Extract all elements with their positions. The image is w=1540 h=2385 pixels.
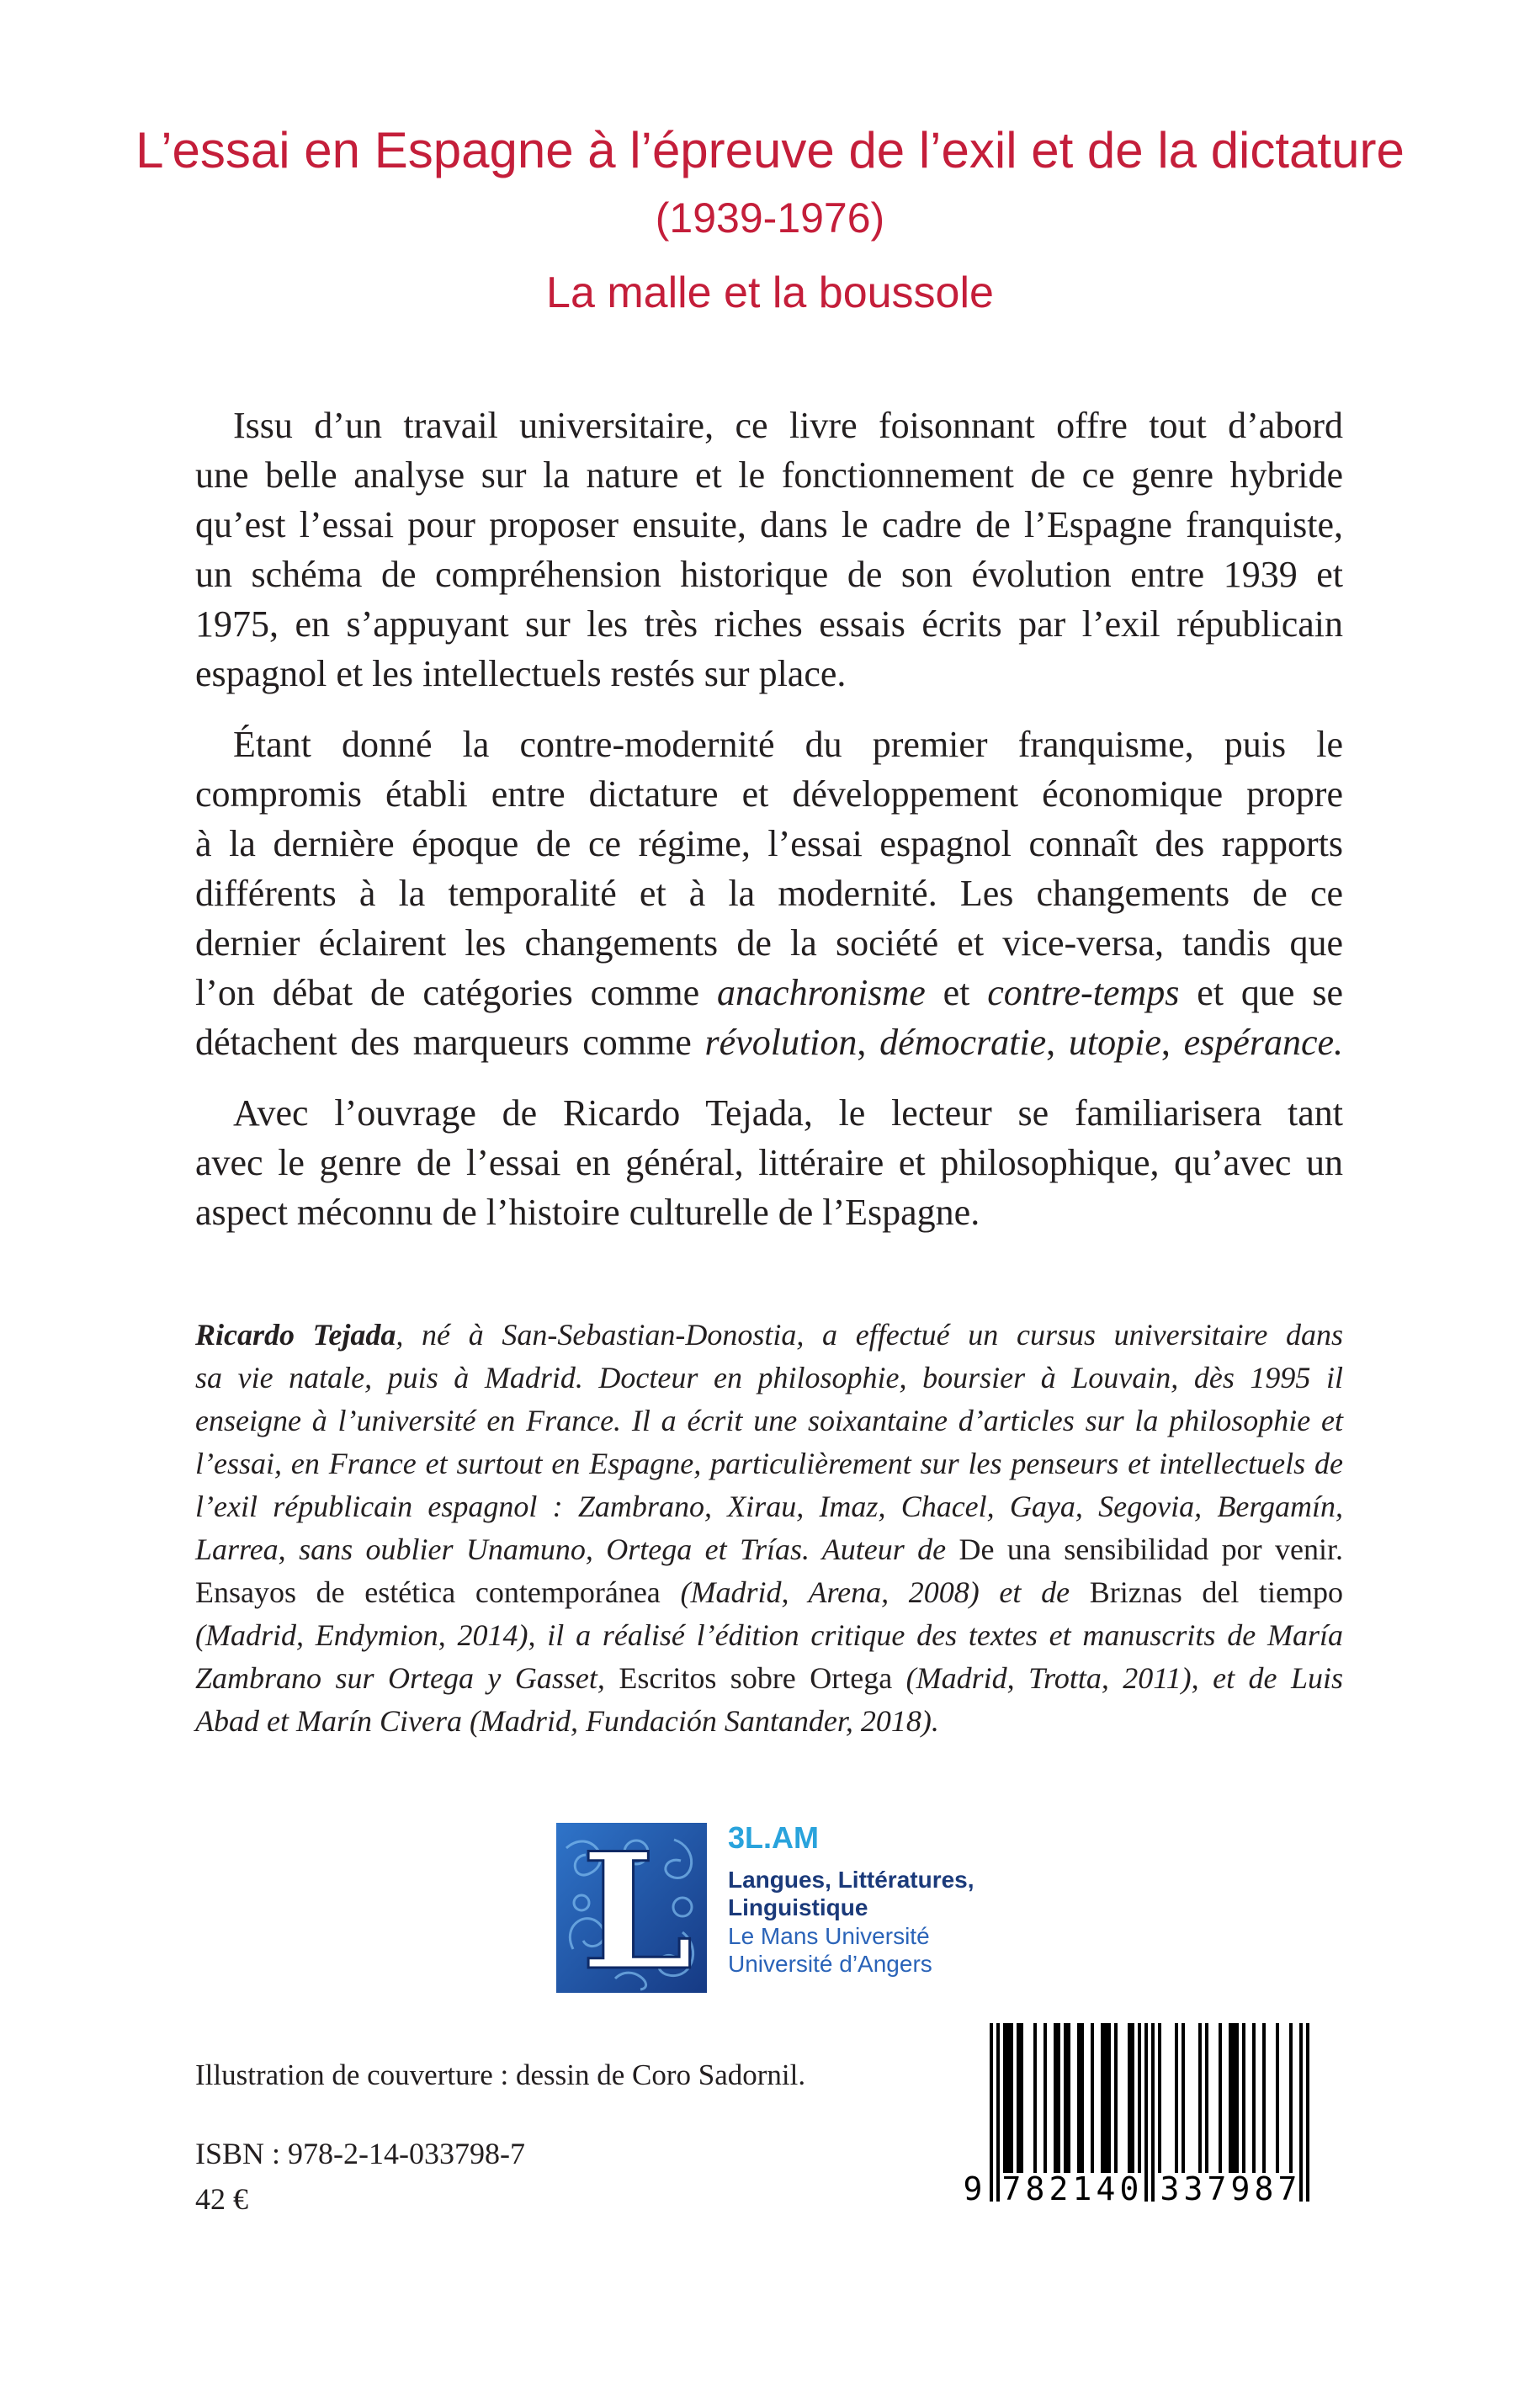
summary-line — [195, 868, 1343, 918]
summary-line — [195, 599, 1343, 649]
bio-line — [195, 1614, 1343, 1657]
barcode-guard-bar — [1299, 2023, 1303, 2202]
logo-emblem — [556, 1823, 707, 1993]
barcode-bar — [1077, 2023, 1084, 2173]
italic-run: (Madrid, Trotta, 2011), et de Luis — [892, 1661, 1344, 1695]
logo-letter: L — [581, 1823, 693, 1993]
summary-line — [195, 968, 1343, 1017]
price: 42 € — [195, 2182, 248, 2216]
barcode-bar — [1138, 2023, 1141, 2173]
roman-run: dernier éclairent les changements de la société et vice-versa, tandis que — [195, 922, 1343, 964]
bio-line — [195, 1485, 1343, 1528]
summary-paragraph-2 — [195, 720, 1343, 1067]
summary-line — [195, 1088, 1343, 1138]
barcode-bar — [1205, 2023, 1208, 2173]
summary-line — [195, 649, 1343, 699]
cover-illustration-credit: Illustration de couverture : dessin de Coro Sadornil. — [195, 2058, 806, 2091]
barcode-bar — [1017, 2023, 1023, 2173]
summary-line — [195, 1017, 1343, 1067]
barcode-digit: 9 — [1230, 2170, 1251, 2207]
italic-run: Larrea, sans oublier Unamuno, Ortega et Trías. Auteur de — [195, 1532, 959, 1566]
bio-line — [195, 1571, 1343, 1614]
roman-run: espagnol et les intellectuels restés sur place. — [195, 653, 847, 694]
summary-line — [195, 450, 1343, 500]
barcode-bar — [1289, 2023, 1293, 2173]
roman-run: un schéma de compréhension historique de son évolution entre 1939 et — [195, 554, 1343, 595]
barcode-digit: 8 — [1254, 2170, 1274, 2207]
barcode-guard-bar — [990, 2023, 993, 2202]
roman-run: et — [925, 972, 988, 1013]
barcode-digit: 4 — [1096, 2170, 1116, 2207]
barcode-guard-bar — [1151, 2023, 1155, 2202]
summary-line — [195, 819, 1343, 868]
barcode-bar — [1262, 2023, 1266, 2173]
roman-run: Issu d’un travail universitaire, ce livre foisonnant offre tout d’abord — [233, 405, 1343, 446]
barcode-guard-bar — [996, 2023, 1000, 2202]
roman-run: l’on débat de catégories comme — [195, 972, 718, 1013]
barcode-bar — [1033, 2023, 1037, 2173]
barcode-bar — [1064, 2023, 1070, 2173]
barcode-digit: 0 — [1119, 2170, 1139, 2207]
roman-run: détachent des marqueurs comme — [195, 1022, 705, 1063]
summary-line — [195, 401, 1343, 450]
barcode-digit: 7 — [1207, 2170, 1227, 2207]
italic-run: anachronisme — [717, 972, 926, 1013]
italic-run: révolution — [704, 1022, 858, 1063]
italic-run: , né à San-Sebastian-Donostia, a effectué un cursus universitaire dans — [396, 1318, 1343, 1352]
bio-line — [195, 1314, 1343, 1357]
barcode-digit: 7 — [1277, 2170, 1298, 2207]
roman-run: et que se — [1179, 972, 1343, 1013]
publisher-name-line-2: Linguistique — [728, 1894, 868, 1920]
barcode-bar — [1128, 2023, 1134, 2173]
roman-run: Briznas del tiempo — [1089, 1575, 1344, 1609]
barcode-bar — [1276, 2023, 1279, 2173]
bio-line — [195, 1700, 1343, 1743]
barcode-digit: 8 — [1025, 2170, 1045, 2207]
bio-line — [195, 1442, 1343, 1485]
bold-italic-run: Ricardo Tejada — [195, 1318, 396, 1352]
barcode-digit: 2 — [1049, 2170, 1069, 2207]
barcode-bar — [1054, 2023, 1060, 2173]
barcode-bar — [1242, 2023, 1245, 2173]
roman-run: De una sensibilidad por venir. — [959, 1532, 1343, 1566]
barcode-bar — [1219, 2023, 1222, 2173]
italic-run: Zambrano sur Ortega y Gasset, — [195, 1661, 619, 1695]
publisher-acronym: 3L.AM — [728, 1820, 819, 1855]
roman-run: compromis établi entre dictature et développement économique propre — [195, 773, 1343, 815]
barcode-digit: 1 — [1072, 2170, 1092, 2207]
barcode-bar — [1182, 2023, 1185, 2173]
barcode-digit: 3 — [1160, 2170, 1180, 2207]
barcode-bar — [1198, 2023, 1202, 2173]
roman-run: à la dernière époque de ce régime, l’essai espagnol connaît des rapports — [195, 823, 1343, 864]
roman-run: avec le genre de l’essai en général, littéraire et philosophique, qu’avec un — [195, 1142, 1343, 1183]
summary-paragraph-1 — [195, 401, 1343, 699]
italic-run: (Madrid, Endymion, 2014), il a réalisé l’édition critique des textes et manuscrits de María — [195, 1618, 1343, 1652]
barcode-bar — [1158, 2023, 1161, 2173]
bio-line — [195, 1400, 1343, 1442]
italic-run: Abad et Marín Civera (Madrid, Fundación Santander, 2018). — [195, 1704, 939, 1738]
italic-run: (Madrid, Arena, 2008) et de — [660, 1575, 1090, 1609]
author-bio — [195, 1314, 1343, 1743]
italic-run: démocratie — [879, 1022, 1047, 1063]
barcode-digit: 7 — [1001, 2170, 1022, 2207]
barcode-guard-bar — [1144, 2023, 1148, 2202]
summary-line — [195, 769, 1343, 819]
barcode-bar — [1091, 2023, 1094, 2173]
book-title-dates: (1939-1976) — [655, 194, 885, 242]
italic-run: utopie — [1068, 1022, 1161, 1063]
barcode-digit: 9 — [963, 2170, 983, 2207]
roman-run: Avec l’ouvrage de Ricardo Tejada, le lecteur se familiarisera tant — [233, 1092, 1343, 1134]
roman-run: aspect méconnu de l’histoire culturelle de l’Espagne. — [195, 1192, 980, 1233]
italic-run: contre-temps — [987, 972, 1180, 1013]
roman-run: Étant donné la contre-modernité du premier franquisme, puis le — [233, 724, 1343, 765]
barcode-bar — [1175, 2023, 1178, 2173]
roman-run: , — [1160, 1022, 1184, 1063]
publisher-university-1: Le Mans Université — [728, 1923, 930, 1949]
publisher-university-2: Université d’Angers — [728, 1951, 932, 1977]
italic-run: enseigne à l’université en France. Il a écrit une soixantaine d’articles sur la philosophie et — [195, 1404, 1343, 1437]
summary-line — [195, 550, 1343, 599]
book-title: L’essai en Espagne à l’épreuve de l’exil et de la dictature — [135, 122, 1405, 178]
summary-line — [195, 918, 1343, 968]
summary-line — [195, 1138, 1343, 1187]
publisher-logo-mark — [556, 1823, 707, 1993]
barcode-bar — [1043, 2023, 1047, 2173]
italic-run: l’exil républicain espagnol : Zambrano, Xirau, Imaz, Chacel, Gaya, Segovia, Bergamín, — [195, 1490, 1343, 1523]
summary-paragraph-3 — [195, 1088, 1343, 1237]
summary-line — [195, 1187, 1343, 1237]
barcode-bar — [1114, 2023, 1118, 2173]
roman-run: différents à la temporalité et à la modernité. Les changements de ce — [195, 873, 1343, 914]
roman-run: , — [1046, 1022, 1069, 1063]
barcode-bar — [1101, 2023, 1111, 2173]
barcode-digit: 3 — [1183, 2170, 1203, 2207]
book-subtitle: La malle et la boussole — [546, 268, 994, 317]
roman-run: une belle analyse sur la nature et le fonctionnement de ce genre hybride — [195, 454, 1343, 496]
ean13-barcode — [956, 2016, 1318, 2210]
barcode-guard-bar — [1306, 2023, 1309, 2202]
bio-line — [195, 1357, 1343, 1400]
bio-line — [195, 1657, 1343, 1700]
summary-line — [195, 720, 1343, 769]
italic-run: sa vie natale, puis à Madrid. Docteur en philosophie, boursier à Louvain, dès 1995 il — [195, 1361, 1343, 1394]
italic-run: espérance. — [1183, 1022, 1344, 1063]
barcode-bar — [1003, 2023, 1013, 2173]
barcode-bar — [1229, 2023, 1239, 2173]
roman-run: , — [857, 1022, 880, 1063]
italic-run: l’essai, en France et surtout en Espagne, particulièrement sur les penseurs et intellectuels de — [195, 1447, 1343, 1480]
barcode-bar — [1252, 2023, 1256, 2173]
publisher-name-line-1: Langues, Littératures, — [728, 1867, 974, 1893]
roman-run: 1975, en s’appuyant sur les très riches essais écrits par l’exil républicain — [195, 603, 1343, 645]
summary-line — [195, 500, 1343, 550]
roman-run: qu’est l’essai pour proposer ensuite, dans le cadre de l’Espagne franquiste, — [195, 504, 1343, 545]
roman-run: Escritos sobre Ortega — [619, 1661, 893, 1695]
roman-run: Ensayos de estética contemporánea — [195, 1575, 661, 1609]
isbn: ISBN : 978-2-14-033798-7 — [195, 2137, 525, 2170]
bio-line — [195, 1528, 1343, 1571]
